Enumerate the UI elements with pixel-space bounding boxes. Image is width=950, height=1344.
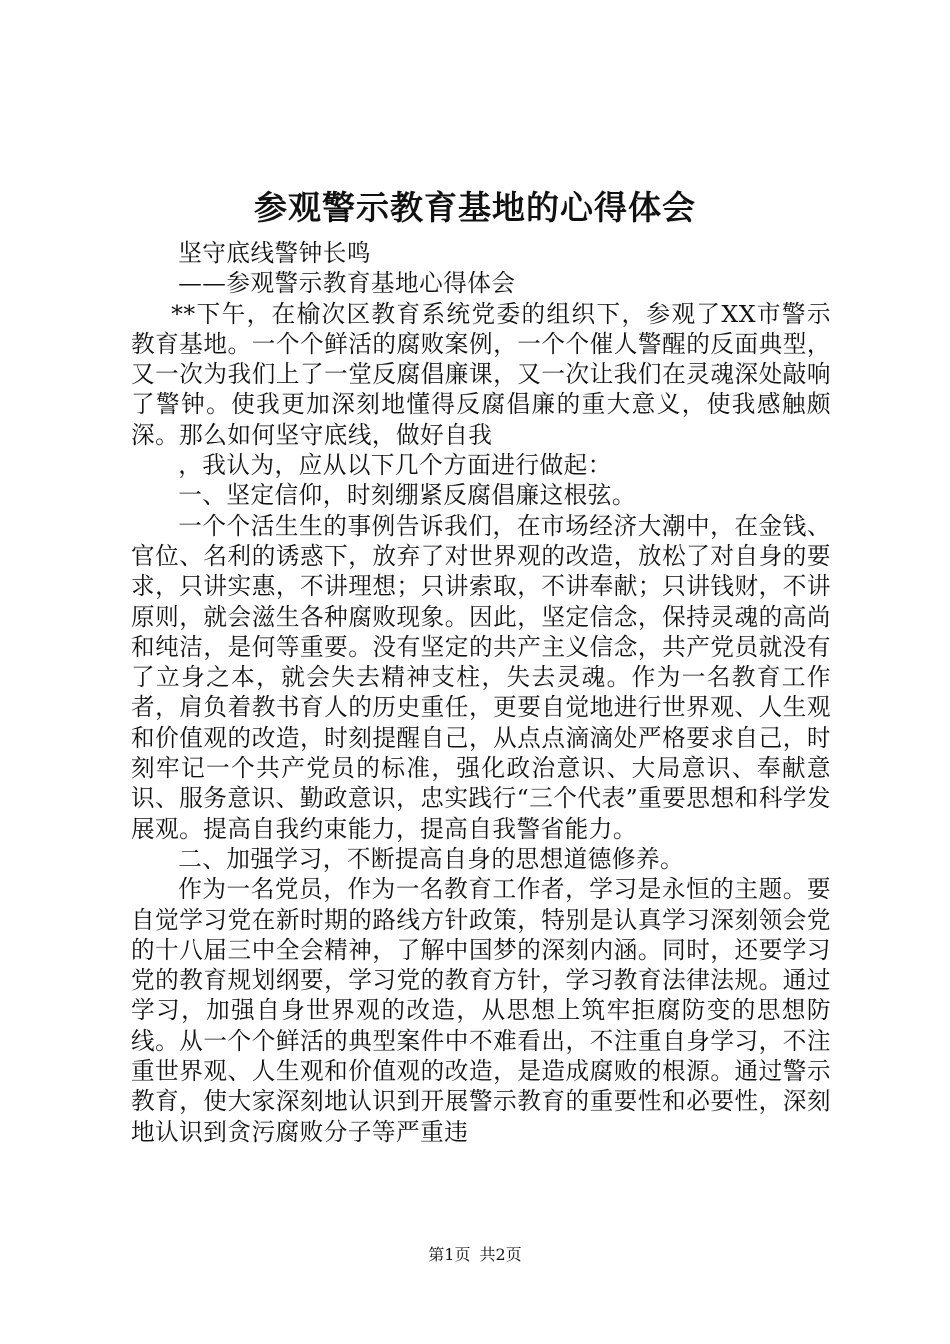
- paragraph-section-2: 作为一名党员，作为一名教育工作者，学习是永恒的主题。要自觉学习党在新时期的路线方针政策，特别是认真学习深刻领会党的十八届三中全会精神，了解中国梦的深刻内涵。同时，还要学习党的教育规划纲要，学习党的教育方针，学习教育法律法规。通过学习，加强自身世界观的改造，从思想上筑牢拒腐防变的思想防线。从一个个鲜活的典型案件中不难看出，不注重自身学习，不注重世界观、人生观和价值观的改造，是造成腐败的根源。通过警示教育，使大家深刻地认识到开展警示教育的重要性和必要性，深刻地认识到贪污腐败分子等严重违: [131, 875, 831, 1146]
- paragraph-transition: ，我认为，应从以下几个方面进行做起：: [178, 451, 612, 480]
- document-title: 参观警示教育基地的心得体会: [254, 188, 696, 227]
- page-footer: [0, 1245, 950, 1265]
- document-body: [131, 238, 831, 1147]
- section-heading-1: 一、坚定信仰，时刻绷紧反腐倡廉这根弦。: [178, 481, 636, 510]
- page-total: 共2页: [479, 1245, 522, 1264]
- section-heading-2: 二、加强学习，不断提高自身的思想道德修养。: [178, 844, 685, 873]
- subtitle-line: 坚守底线警钟长鸣: [178, 239, 371, 267]
- paragraph-intro: **下午，在榆次区教育系统党委的组织下，参观了XX市警示教育基地。一个个鲜活的腐败案例，一个个催人警醒的反面典型，又一次为我们上了一堂反腐倡廉课，又一次让我们在灵魂深处敲响了警钟。使我更加深刻地懂得反腐倡廉的重大意义，使我感触颇深。那么如何坚守底线，做好自我: [131, 299, 831, 449]
- paragraph-section-1: 一个个活生生的事例告诉我们，在市场经济大潮中，在金钱、官位、名利的诱惑下，放弃了对世界观的改造，放松了对自身的要求，只讲实惠，不讲理想；只讲索取，不讲奉献；只讲钱财，不讲原则，就会滋生各种腐败现象。因此，坚定信念，保持灵魂的高尚和纯洁，是何等重要。没有坚定的共产主义信念，共产党员就没有了立身之本，就会失去精神支柱，失去灵魂。作为一名教育工作者，肩负着教书育人的历史重任，更要自觉地进行世界观、人生观和价值观的改造，时刻提醒自己，从点点滴滴处严格要求自己，时刻牢记一个共产党员的标准，强化政治意识、大局意识、奉献意识、服务意识、勤政意识，忠实践行“三个代表”重要思想和科学发展观。提高自我约束能力，提高自我警省能力。: [131, 511, 831, 843]
- subtitle-dash-line: ——参观警示教育基地心得体会: [178, 269, 516, 298]
- page-number: 第1页: [428, 1245, 471, 1264]
